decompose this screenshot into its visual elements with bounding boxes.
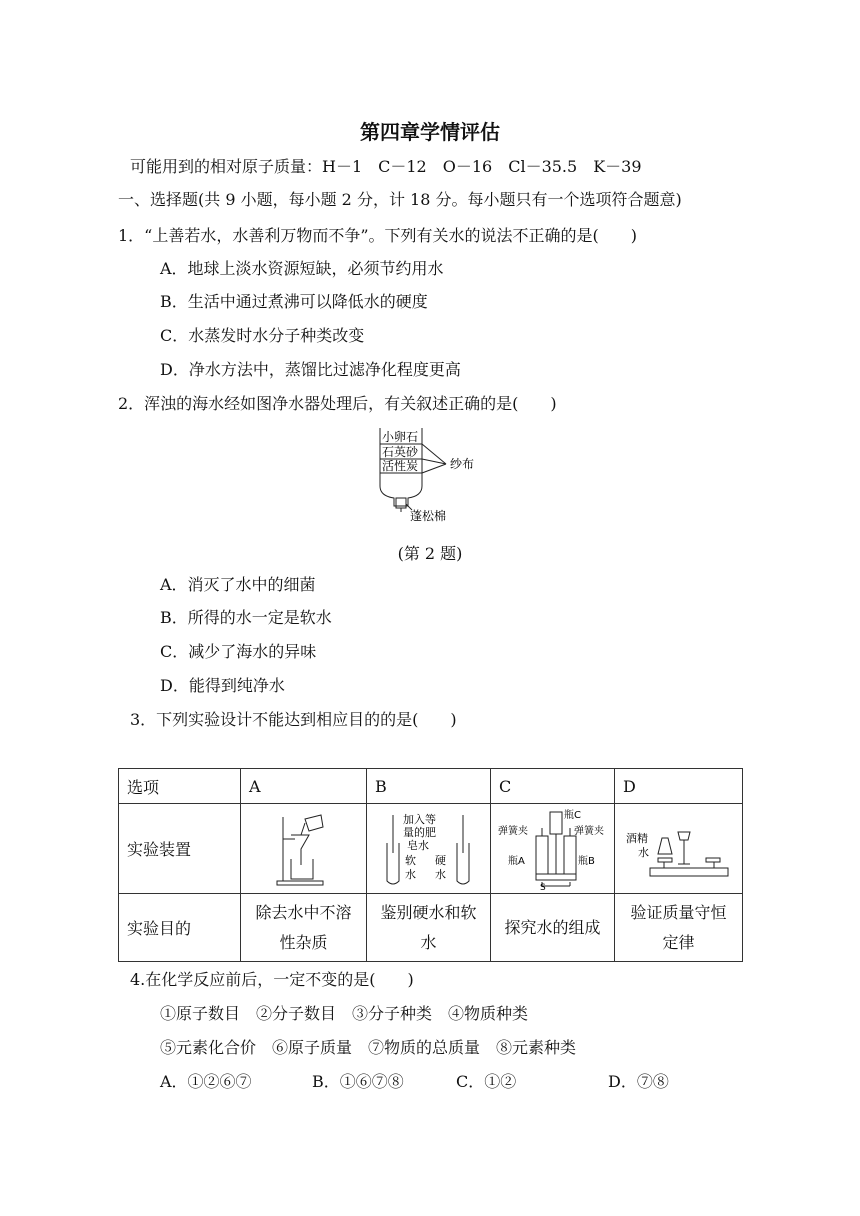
- fig-b-label-hard: 硬: [434, 853, 446, 867]
- experiment-table: [118, 768, 743, 962]
- label-activated-carbon: 活性炭: [382, 459, 419, 473]
- fig-c-label-clamp-right: 弹簧夹: [573, 825, 604, 837]
- question-4-option-a: A．①②⑥⑦: [160, 1072, 252, 1091]
- atomic-masses: 可能用到的相对原子质量：H－1 C－12 O－16 Cl－35.5 K－39: [130, 157, 642, 176]
- question-4-option-d: D．⑦⑧: [608, 1072, 669, 1091]
- fig-c-label-bottle-b: 瓶B: [577, 855, 595, 867]
- question-4-option-c: C．①②: [456, 1072, 517, 1091]
- question-1-option-a: A．地球上淡水资源短缺，必须节约用水: [160, 259, 444, 278]
- fig-c-label-clamp-left: 弹簧夹: [497, 825, 528, 837]
- label-cotton: 蓬松棉: [410, 509, 447, 523]
- fig-d-label-alcohol: 酒精: [625, 831, 648, 845]
- question-2-option-d: D．能得到纯净水: [160, 676, 285, 695]
- label-quartz-sand: 石英砂: [382, 445, 419, 459]
- question-1-option-c: C．水蒸发时水分子种类改变: [160, 326, 365, 345]
- question-4-items-2: ⑤元素化合价 ⑥原子质量 ⑦物质的总质量 ⑧元素种类: [160, 1038, 577, 1057]
- water-purifier-figure: [372, 424, 492, 524]
- question-2-option-b: B．所得的水一定是软水: [160, 608, 332, 627]
- filtration-figure: [269, 809, 339, 889]
- label-pebbles: 小卵石: [382, 430, 419, 444]
- row-label-apparatus: 实验装置: [119, 804, 241, 894]
- question-4-stem: 4.在化学反应前后，一定不变的是( ): [130, 970, 414, 989]
- fig-c-label-switch: S: [539, 882, 546, 890]
- purpose-row: [119, 894, 743, 962]
- header-c: C: [491, 769, 615, 804]
- question-1-option-d: D．净水方法中，蒸馏比过滤净化程度更高: [160, 360, 461, 379]
- page-title: 第四章学情评估: [360, 120, 500, 144]
- row-label-purpose: 实验目的: [119, 894, 241, 962]
- question-1-stem: 1．“上善若水，水善利万物而不争”。下列有关水的说法不正确的是( ): [118, 226, 638, 245]
- purpose-d: 验证质量守恒 定律: [615, 894, 743, 962]
- fig-b-label-water-2: 水: [434, 867, 446, 881]
- fig-c-label-bottle-a: 瓶A: [507, 855, 525, 867]
- fig-b-label-3: 皂水: [406, 838, 429, 852]
- fig-b-label-2: 量的肥: [402, 825, 436, 839]
- section-heading: 一、选择题(共 9 小题，每小题 2 分，计 18 分。每小题只有一个选项符合题意): [118, 190, 682, 209]
- fig-c-label-bottle-c: 瓶C: [563, 809, 581, 821]
- apparatus-row: [119, 804, 743, 894]
- header-b: B: [367, 769, 491, 804]
- question-3-stem: 3．下列实验设计不能达到相应目的的是( ): [130, 710, 457, 729]
- purpose-b: 鉴别硬水和软 水: [367, 894, 491, 962]
- purpose-a: 除去水中不溶 性杂质: [241, 894, 367, 962]
- question-4-items-1: ①原子数目 ②分子数目 ③分子种类 ④物质种类: [160, 1004, 529, 1023]
- figure-caption: (第 2 题): [397, 544, 463, 563]
- fig-b-label-water-1: 水: [404, 867, 416, 881]
- table-header-row: [119, 769, 743, 804]
- electrolysis-figure: [498, 808, 608, 890]
- label-gauze: 纱布: [450, 457, 475, 471]
- question-4-option-b: B．①⑥⑦⑧: [312, 1072, 404, 1091]
- fig-b-label-soft: 软: [404, 853, 416, 867]
- purpose-c: 探究水的组成: [491, 894, 615, 962]
- question-2-option-c: C．减少了海水的异味: [160, 642, 317, 661]
- header-d: D: [615, 769, 743, 804]
- header-a: A: [241, 769, 367, 804]
- question-2-option-a: A．消灭了水中的细菌: [160, 575, 316, 594]
- mass-conservation-figure: [624, 814, 734, 884]
- fig-b-label-1: 加入等: [402, 812, 436, 826]
- soap-water-test-figure: [379, 809, 479, 889]
- question-2-stem: 2．浑浊的海水经如图净水器处理后，有关叙述正确的是( ): [118, 394, 557, 413]
- fig-d-label-water: 水: [637, 845, 649, 859]
- question-1-option-b: B．生活中通过煮沸可以降低水的硬度: [160, 292, 428, 311]
- header-option: 选项: [119, 769, 241, 804]
